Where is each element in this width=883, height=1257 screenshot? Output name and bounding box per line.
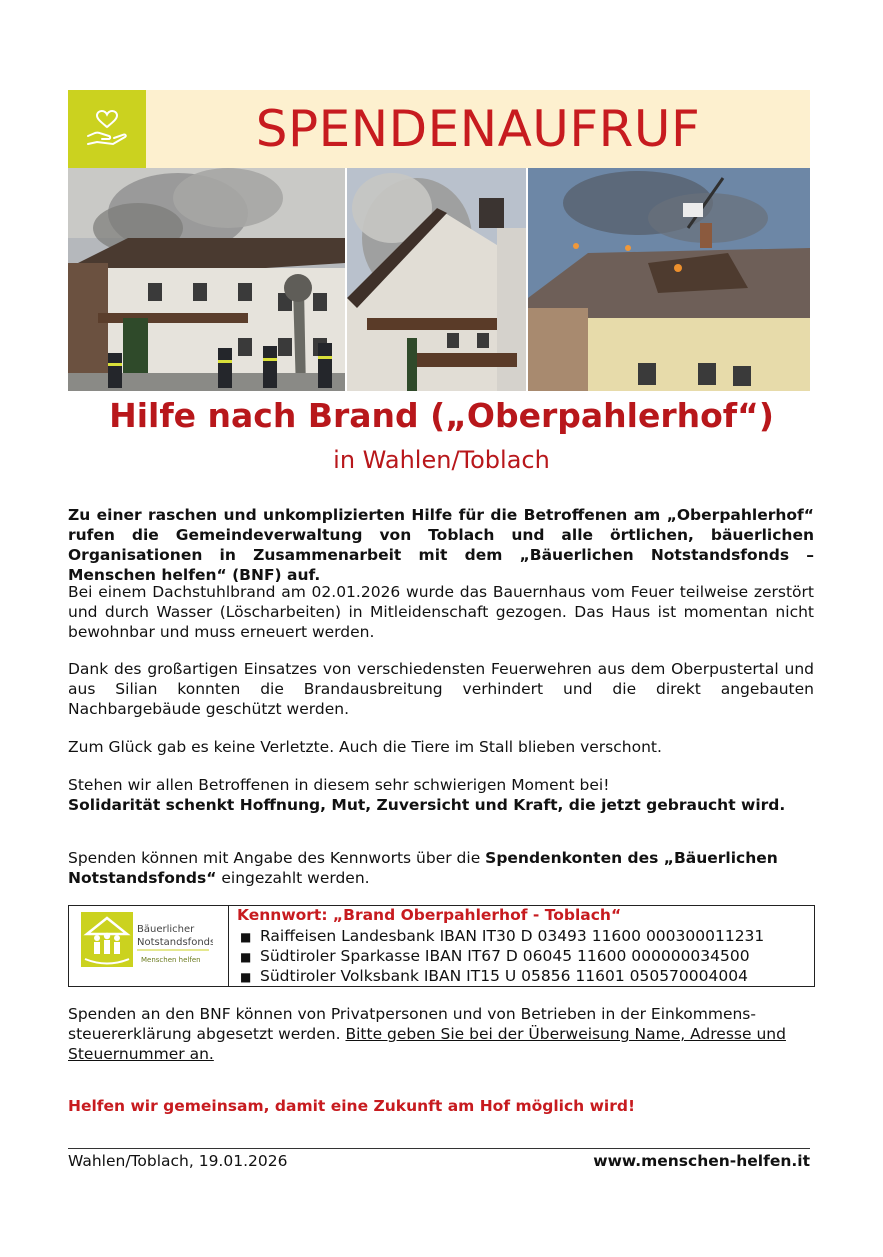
bank-account-item <box>240 947 750 965</box>
footer-place-date: Wahlen/Toblach, 19.01.2026 <box>68 1152 288 1170</box>
bnf-logo-line2: Notstandsfonds <box>137 937 213 948</box>
bullet-icon: ■ <box>240 970 252 984</box>
closing-slogan: Helfen wir gemeinsam, damit eine Zukunft am Hof möglich wird! <box>68 1097 636 1115</box>
donation-info-text: Spenden können mit Angabe des Kennworts über die <box>68 849 486 867</box>
headline: Hilfe nach Brand („Oberpahlerhof“) <box>109 396 774 435</box>
bnf-logo-line1: Bäuerlicher <box>137 924 195 935</box>
bank-account-text: Raiffeisen Landesbank IBAN IT30 D 03493 11600 000300011231 <box>260 927 765 945</box>
support-appeal-line: Stehen wir allen Betroffenen in diesem sehr schwierigen Moment bei! <box>68 776 610 794</box>
fire-description-paragraph: Bei einem Dachstuhlbrand am 02.01.2026 wurde das Bauernhaus vom Feuer teilweise zerstört und durch Wasser (Löscharbeiten) in Mitleidenschaft gezogen. Das Haus ist momentan nicht bewohnbar und muss erneuert werden. <box>68 583 814 641</box>
footer-website-link[interactable]: www.menschen-helfen.it <box>593 1152 810 1170</box>
house-fire-photo-2 <box>347 168 526 391</box>
footer-divider <box>68 1148 810 1149</box>
bullet-icon: ■ <box>240 930 252 944</box>
no-injuries-paragraph: Zum Glück gab es keine Verletzte. Auch die Tiere im Stall blieben verschont. <box>68 738 662 756</box>
donation-info-suffix: eingezahlt werden. <box>216 869 370 887</box>
tax-deduction-paragraph <box>68 1004 814 1064</box>
page-title: SPENDENAUFRUF <box>255 100 701 158</box>
house-fire-photo-3 <box>528 168 810 391</box>
firefighters-paragraph: Dank des großartigen Einsatzes von verschiedensten Feuerwehren aus dem Oberpustertal und aus Silian konnten die Brandausbreitung verhindert und die direkt angebauten Nachbargebäude geschützt werden. <box>68 660 814 718</box>
bnf-logo-tagline: Menschen helfen <box>141 956 201 964</box>
solidarity-line: Solidarität schenkt Hoffnung, Mut, Zuversicht und Kraft, die jetzt gebraucht wird. <box>68 796 786 814</box>
bank-account-text: Südtiroler Volksbank IBAN IT15 U 05856 11601 050570004004 <box>260 967 748 985</box>
donation-info-paragraph <box>68 848 814 888</box>
tax-deduction-text: Spenden an den BNF können von Privatpersonen und von Betrieben in der Einkommens-steuererklärung abgesetzt werden. <box>68 1005 756 1043</box>
donation-accounts-emphasis: Spendenkonten des „Bäuerlichen Notstandsfonds“ <box>68 849 778 887</box>
subheadline: in Wahlen/Toblach <box>333 446 550 474</box>
bullet-icon: ■ <box>240 950 252 964</box>
kennwort-label: Kennwort: „Brand Oberpahlerhof - Toblach“ <box>237 906 622 924</box>
table-divider <box>228 905 229 987</box>
transfer-instruction: Bitte geben Sie bei der Überweisung Name, Adresse und Steuernummer an. <box>68 1025 786 1063</box>
heart-hand-icon <box>68 90 146 168</box>
house-fire-photo-1 <box>68 168 345 391</box>
bnf-logo <box>81 912 213 982</box>
heart-hand-icon-svg <box>85 109 129 149</box>
bank-account-item <box>240 967 748 985</box>
bank-account-text: Südtiroler Sparkasse IBAN IT67 D 06045 11600 000000034500 <box>260 947 750 965</box>
intro-paragraph: Zu einer raschen und unkomplizierten Hilfe für die Betroffenen am „Oberpahlerhof“ rufen die Gemeindeverwaltung von Toblach und alle örtlichen, bäuerlichen Organisationen in Zusammenarbeit mit dem „Bäuerlichen Notstandsfonds – Menschen helfen“ (BNF) auf. <box>68 506 814 584</box>
bank-account-item <box>240 927 764 945</box>
